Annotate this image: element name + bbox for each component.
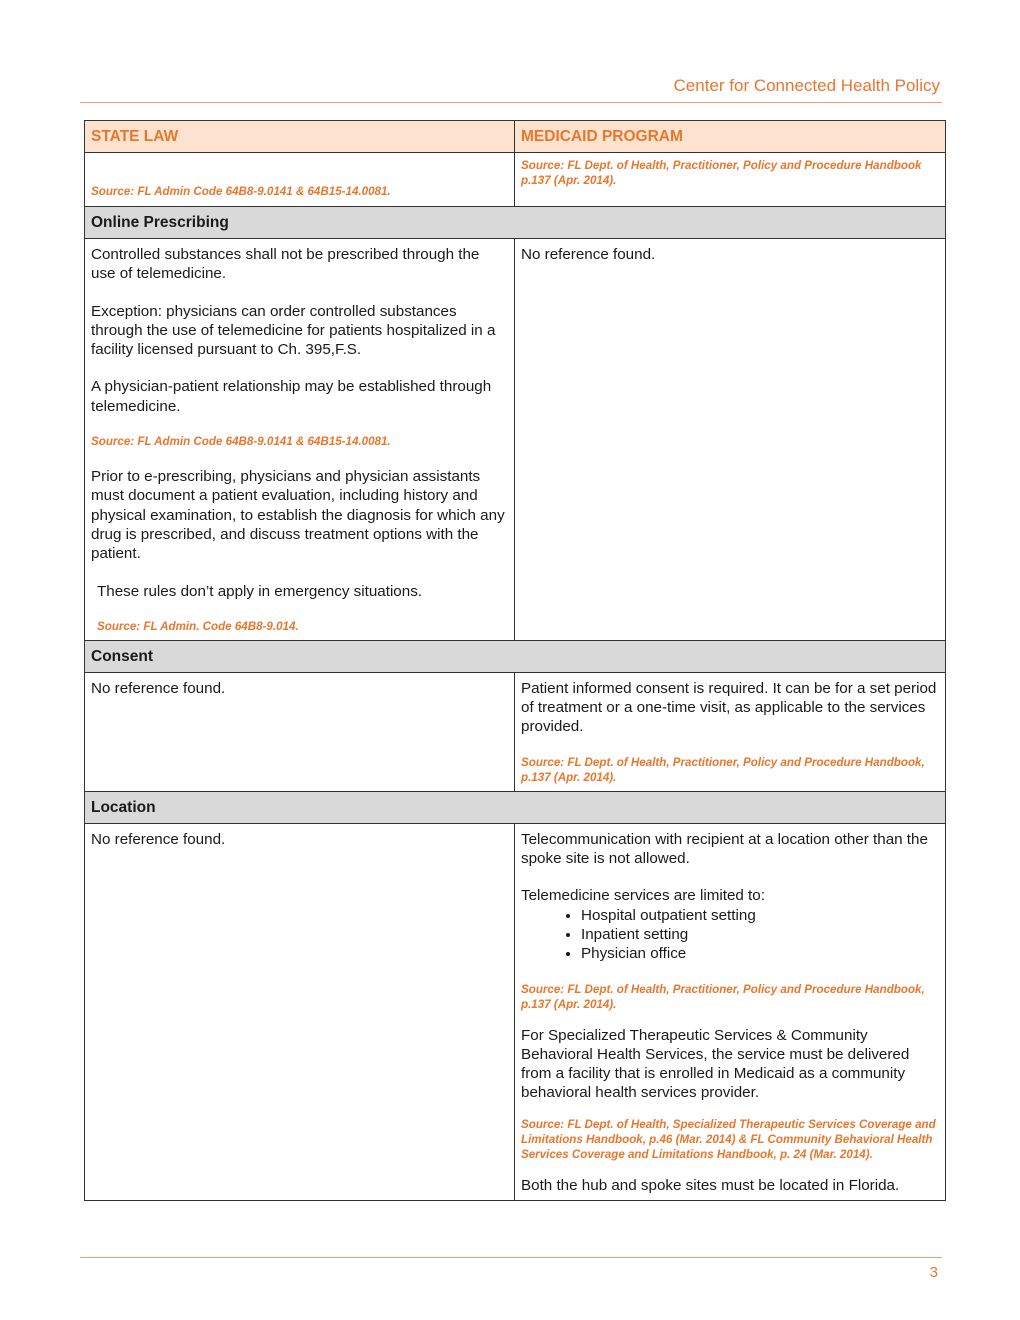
- paragraph: Telemedicine services are limited to:: [521, 887, 765, 905]
- source-citation: Source: FL Dept. of Health, Specialized Therapeutic Services Coverage and Limitations Handbook, p.46 (Mar. 2014) & FL Community Behavioral Health Services Coverage and Limitations Handbook, p. 24 (Mar. 2014).: [521, 1117, 936, 1161]
- header-title: Center for Connected Health Policy: [673, 76, 940, 95]
- table-row: [85, 239, 946, 641]
- paragraph: Prior to e-prescribing, physicians and physician assistants must document a patient evaluation, including history and physical examination, to establish the diagnosis for which any drug is prescribed, and discuss treatment options with the patient.: [91, 468, 505, 563]
- policy-table: [84, 120, 946, 1201]
- section-row-online-prescribing: [85, 207, 946, 239]
- paragraph: No reference found.: [91, 830, 226, 848]
- source-citation: Source: FL Admin. Code 64B8-9.014.: [97, 619, 299, 633]
- header-divider: [80, 102, 942, 103]
- paragraph: Patient informed consent is required. It can be for a set period of treatment or a one-time visit, as applicable to the services provided.: [521, 679, 937, 736]
- source-citation: Source: FL Admin Code 64B8-9.0141 & 64B15-14.0081.: [91, 185, 391, 198]
- table-header-row: [85, 121, 946, 153]
- source-citation: Source: FL Dept. of Health, Practitioner, Policy and Procedure Handbook p.137 (Apr. 2014).: [521, 159, 922, 187]
- list-item: • Hospital outpatient setting: [581, 906, 939, 925]
- paragraph: Both the hub and spoke sites must be located in Florida.: [521, 1176, 900, 1194]
- section-title: Online Prescribing: [85, 207, 946, 239]
- paragraph: These rules don’t apply in emergency situations.: [97, 582, 423, 600]
- col-header-state-law: STATE LAW: [85, 121, 515, 153]
- paragraph: Telecommunication with recipient at a location other than the spoke site is not allowed.: [521, 830, 928, 868]
- source-citation: Source: FL Dept. of Health, Practitioner, Policy and Procedure Handbook, p.137 (Apr. 2014).: [521, 755, 925, 784]
- source-citation: Source: FL Admin Code 64B8-9.0141 & 64B15-14.0081.: [91, 435, 391, 449]
- section-title: Location: [85, 791, 946, 823]
- paragraph: Controlled substances shall not be prescribed through the use of telemedicine.: [91, 246, 480, 283]
- list-item: • Physician office: [581, 944, 939, 963]
- paragraph: Exception: physicians can order controlled substances through the use of telemedicine for patients hospitalized in a facility licensed pursuant to Ch. 395,F.S.: [91, 302, 496, 359]
- paragraph: For Specialized Therapeutic Services & Community Behavioral Health Services, the service must be delivered from a facility that is enrolled in Medicaid as a community behavioral health services provider.: [521, 1026, 910, 1102]
- section-title: Consent: [85, 640, 946, 672]
- page-number: 3: [929, 1264, 938, 1281]
- table-row: [85, 823, 946, 1200]
- col-header-medicaid: MEDICAID PROGRAM: [515, 121, 946, 153]
- source-citation: Source: FL Dept. of Health, Practitioner, Policy and Procedure Handbook, p.137 (Apr. 2014).: [521, 982, 925, 1011]
- section-row-location: [85, 791, 946, 823]
- list-item: • Inpatient setting: [581, 925, 939, 944]
- paragraph: A physician-patient relationship may be established through telemedicine.: [91, 378, 492, 415]
- paragraph: No reference found.: [521, 246, 656, 263]
- paragraph: No reference found.: [91, 679, 226, 697]
- table-row: [85, 672, 946, 791]
- footer-divider: [80, 1257, 942, 1258]
- bullet-list: [521, 906, 939, 964]
- section-row-consent: [85, 640, 946, 672]
- table-row: [85, 153, 946, 207]
